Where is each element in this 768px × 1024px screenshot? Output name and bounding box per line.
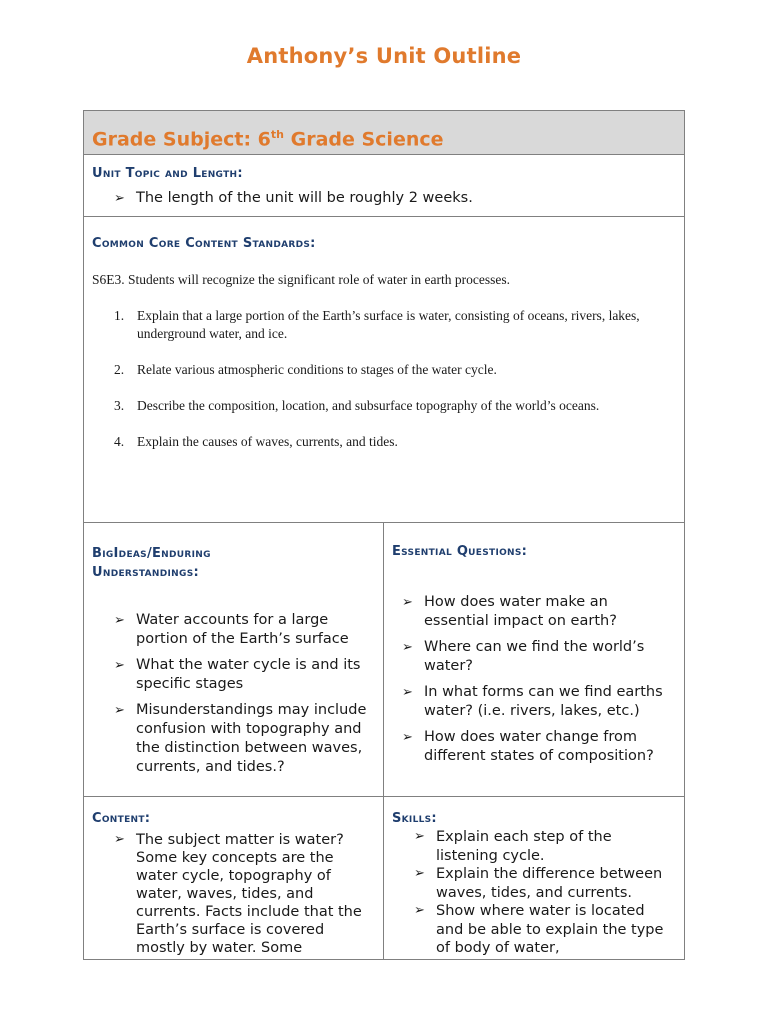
big-ideas-heading: BigIdeas/Enduring Understandings: [92,546,211,580]
skills-list [414,828,676,958]
list-item: ➢ What the water cycle is and its specific stages [114,657,361,692]
list-item: 2. Relate various atmospheric conditions to stages of the water cycle. [114,362,497,377]
big-ideas-cell [84,523,384,796]
list-item: 4. Explain the causes of waves, currents, and tides. [114,434,398,449]
list-item: ➢ Show where water is located and be able to explain the type of body of water, [414,903,664,956]
list-item: ➢ In what forms can we find earths water? (i.e. rivers, lakes, etc.) [402,684,663,719]
content-cell [84,797,384,959]
list-item: ➢ How does water change from different states of composition? [402,729,654,764]
list-item: ➢ The length of the unit will be roughly 2 weeks. [114,190,473,206]
unit-topic-row [84,155,684,217]
arrow-bullet-icon: ➢ [414,829,425,844]
arrow-bullet-icon: ➢ [402,730,413,745]
arrow-bullet-icon: ➢ [402,640,413,655]
list-item: ➢ Water accounts for a large portion of the Earth’s surface [114,612,349,647]
page-title: Anthony’s Unit Outline [246,44,522,68]
arrow-bullet-icon: ➢ [414,866,425,881]
arrow-bullet-icon: ➢ [402,595,413,610]
essential-questions-list [402,593,674,766]
arrow-bullet-icon: ➢ [114,703,125,718]
arrow-bullet-icon: ➢ [114,191,125,206]
list-item: ➢ Where can we find the world’s water? [402,639,645,674]
content-list [114,831,376,957]
big-ideas-list [114,611,376,777]
list-item: ➢ Explain each step of the listening cycle. [414,829,612,864]
list-item: 1. Explain that a large portion of the Earth’s surface is water, consisting of oceans, rivers, lakes, underground water, and ice. [114,308,640,341]
arrow-bullet-icon: ➢ [114,832,125,847]
grade-subject-row [84,111,684,155]
arrow-bullet-icon: ➢ [414,903,425,918]
essential-questions-heading: Essential Questions: [392,544,528,559]
unit-topic-list [114,189,674,208]
unit-outline-table [83,110,685,960]
arrow-bullet-icon: ➢ [114,658,125,673]
ideas-questions-row [84,523,684,797]
standards-heading: Common Core Content Standards: [92,236,316,251]
content-skills-row [84,797,684,959]
list-item: 3. Describe the composition, location, and subsurface topography of the world’s oceans. [114,398,600,413]
standards-row [84,217,684,523]
arrow-bullet-icon: ➢ [114,613,125,628]
skills-heading: Skills: [392,811,437,826]
content-heading: Content: [92,811,151,826]
list-item: ➢ Explain the difference between waves, tides, and currents. [414,866,663,901]
grade-subject-title: Grade Subject: 6th Grade Science [92,128,444,151]
essential-questions-cell [384,523,684,796]
standards-list [114,307,662,451]
skills-cell [384,797,684,959]
list-item: ➢ The subject matter is water? Some key concepts are the water cycle, topography of water, waves, tides, and currents. Facts include that the Earth’s surface is covered mostly by water. Some [114,832,362,956]
unit-topic-heading: Unit Topic and Length: [92,166,243,181]
standards-intro: S6E3. Students will recognize the significant role of water in earth processes. [92,272,511,287]
arrow-bullet-icon: ➢ [402,685,413,700]
list-item: ➢ Misunderstandings may include confusion with topography and the distinction between waves, currents, and tides.? [114,702,367,775]
list-item: ➢ How does water make an essential impact on earth? [402,594,617,629]
